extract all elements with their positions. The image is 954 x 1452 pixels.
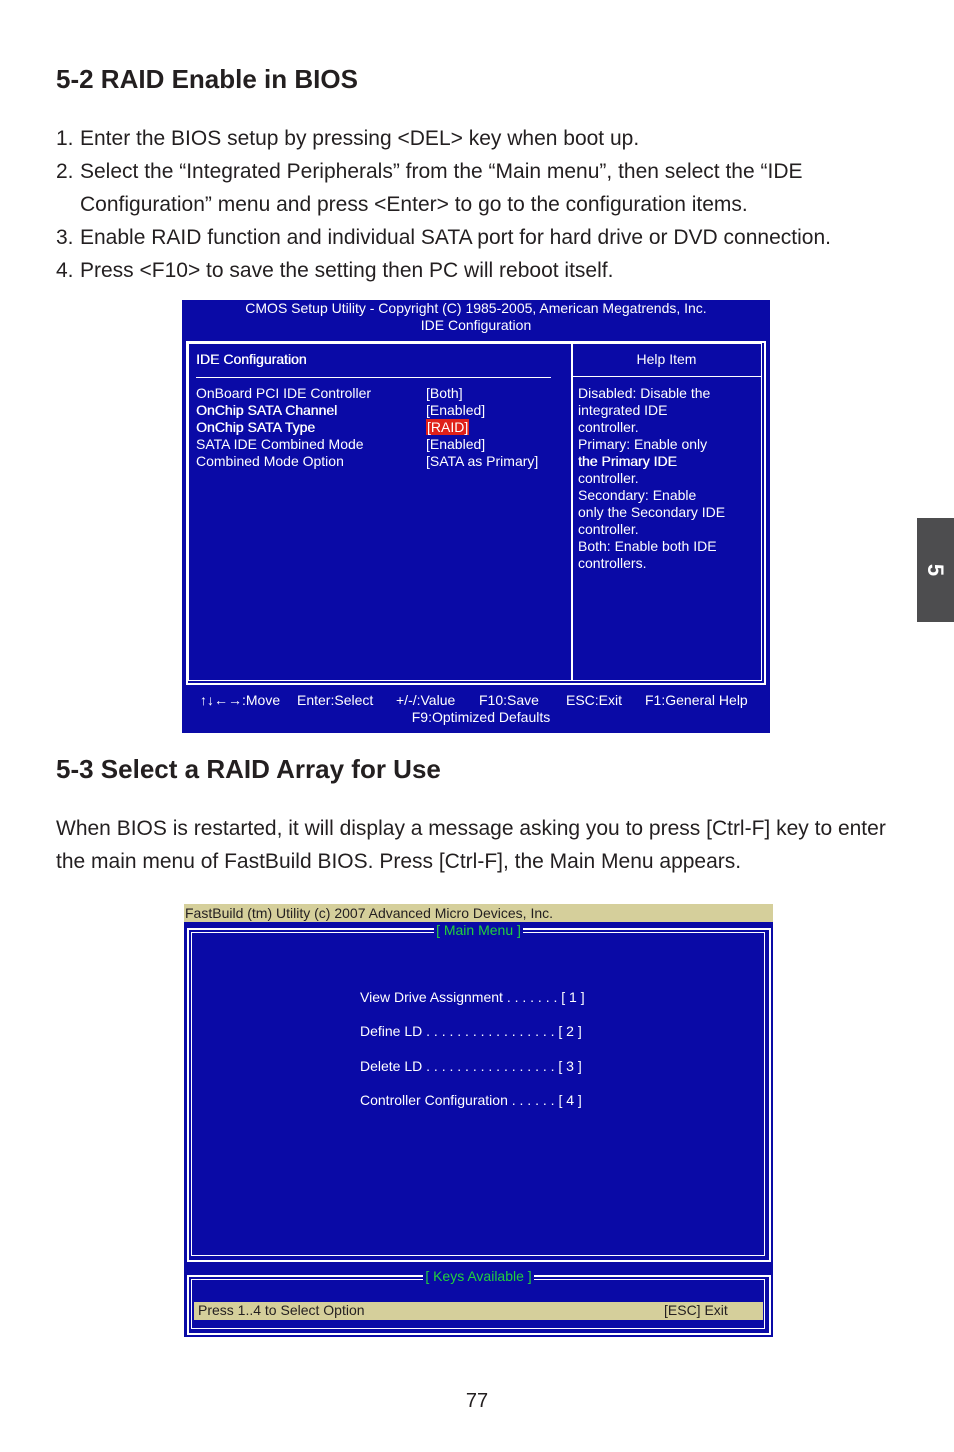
footer-key-defaults: F9:Optimized Defaults (411, 709, 551, 725)
help-text-line: Primary: Enable only (578, 436, 708, 452)
bios-option-value-selected[interactable]: [RAID] (427, 419, 469, 435)
bios-header-page: IDE Configuration (420, 317, 532, 333)
menu-item-delete-ld[interactable]: Delete LD . . . . . . . . . . . . . . . . . [ 3 ] (360, 1058, 582, 1074)
step-item: 1. Enter the BIOS setup by pressing <DEL> key when boot up. (56, 127, 640, 150)
bios-screenshot (182, 300, 770, 733)
bios-option-value[interactable]: [Both] (426, 385, 463, 401)
keys-label-wrap (184, 1268, 773, 1284)
help-item-title: Help Item (636, 351, 697, 367)
step-text: Enter the BIOS setup by pressing <DEL> key when boot up. (80, 127, 640, 150)
step-item: 3. Enable RAID function and individual SATA port for hard drive or DVD connection. (56, 226, 831, 249)
menu-item-view-drive[interactable]: View Drive Assignment . . . . . . . [ 1 ] (360, 989, 585, 1005)
footer-key-value: +/-/:Value (396, 692, 456, 708)
status-left: Press 1..4 to Select Option (198, 1302, 365, 1318)
main-menu-label: [ Main Menu ] (436, 922, 521, 938)
bios-option-value[interactable]: [Enabled] (426, 402, 486, 418)
step-text: Press <F10> to save the setting then PC will reboot itself. (80, 259, 614, 282)
keys-available-label: [ Keys Available ] (425, 1268, 532, 1284)
bios-option-label[interactable]: Combined Mode Option (196, 453, 344, 469)
esc-exit[interactable]: [ESC] Exit (664, 1302, 728, 1318)
help-divider (572, 376, 761, 377)
help-text-line: only the Secondary IDE (578, 504, 726, 520)
bios-panel-title: IDE Configuration (196, 351, 307, 367)
bios-option-label[interactable]: OnBoard PCI IDE Controller (196, 385, 372, 401)
bios-option-label[interactable]: OnChip SATA Channel (196, 402, 338, 418)
page-number: 77 (465, 1390, 489, 1412)
fastbuild-screenshot (184, 904, 773, 1337)
fastbuild-title: FastBuild (tm) Utility (c) 2007 Advanced Micro Devices, Inc. (185, 905, 554, 921)
bios-option-value[interactable]: [SATA as Primary] (426, 453, 539, 469)
step-text: Select the “Integrated Peripherals” from the “Main menu”, then select the “IDE Configuration” menu and press <Enter> to go to the configuration items. (80, 160, 803, 216)
help-text-line: integrated IDE (578, 402, 668, 418)
status-bar (194, 1302, 763, 1320)
bios-option-value[interactable]: [Enabled] (426, 436, 486, 452)
footer-key-help: F1:General Help (645, 692, 748, 708)
footer-key-exit: ESC:Exit (566, 692, 623, 708)
help-text-line: controller. (578, 521, 639, 537)
bios-option-label[interactable]: SATA IDE Combined Mode (196, 436, 364, 452)
help-text-line: Secondary: Enable (578, 487, 697, 503)
help-text-line: Both: Enable both IDE (578, 538, 717, 554)
help-text-line: controller. (578, 419, 639, 435)
step-text: Enable RAID function and individual SATA port for hard drive or DVD connection. (80, 226, 831, 249)
menu-item-controller-config[interactable]: Controller Configuration . . . . . . [ 4 ] (360, 1092, 582, 1108)
help-text-line: controller. (578, 470, 639, 486)
step-item: 2. Select the “Integrated Peripherals” from the “Main menu”, then select the “IDE Configuration” menu and press <Enter> to go to the configuration items. (56, 160, 803, 216)
footer-key-select: Enter:Select (297, 692, 374, 708)
options-divider (196, 377, 551, 378)
section-title-raid-enable: 5-2 RAID Enable in BIOS (56, 64, 358, 94)
bios-option-label[interactable]: OnChip SATA Type (196, 419, 316, 435)
footer-key-save: F10:Save (479, 692, 539, 708)
fastbuild-title-bar (184, 904, 773, 922)
fastbuild-paragraph: When BIOS is restarted, it will display a message asking you to press [Ctrl-F] key to enter the main menu of FastBuild BIOS. Press [Ctrl-F], the Main Menu appears. (56, 817, 886, 873)
footer-key-move: ↑↓←→:Move (200, 692, 281, 708)
help-text-line: the Primary IDE (578, 453, 677, 469)
section-title-raid-select: 5-3 Select a RAID Array for Use (56, 754, 441, 784)
menu-item-define-ld[interactable]: Define LD . . . . . . . . . . . . . . . . . [ 2 ] (360, 1023, 582, 1039)
instruction-steps (56, 122, 906, 287)
chapter-tab: 5 (917, 518, 954, 622)
step-item: 4. Press <F10> to save the setting then PC will reboot itself. (56, 259, 614, 282)
help-text-line: Disabled: Disable the (578, 385, 711, 401)
help-text-line: controllers. (578, 555, 647, 571)
main-menu-label-wrap (184, 922, 773, 938)
bios-header-copyright: CMOS Setup Utility - Copyright (C) 1985-2005, American Megatrends, Inc. (245, 300, 707, 316)
